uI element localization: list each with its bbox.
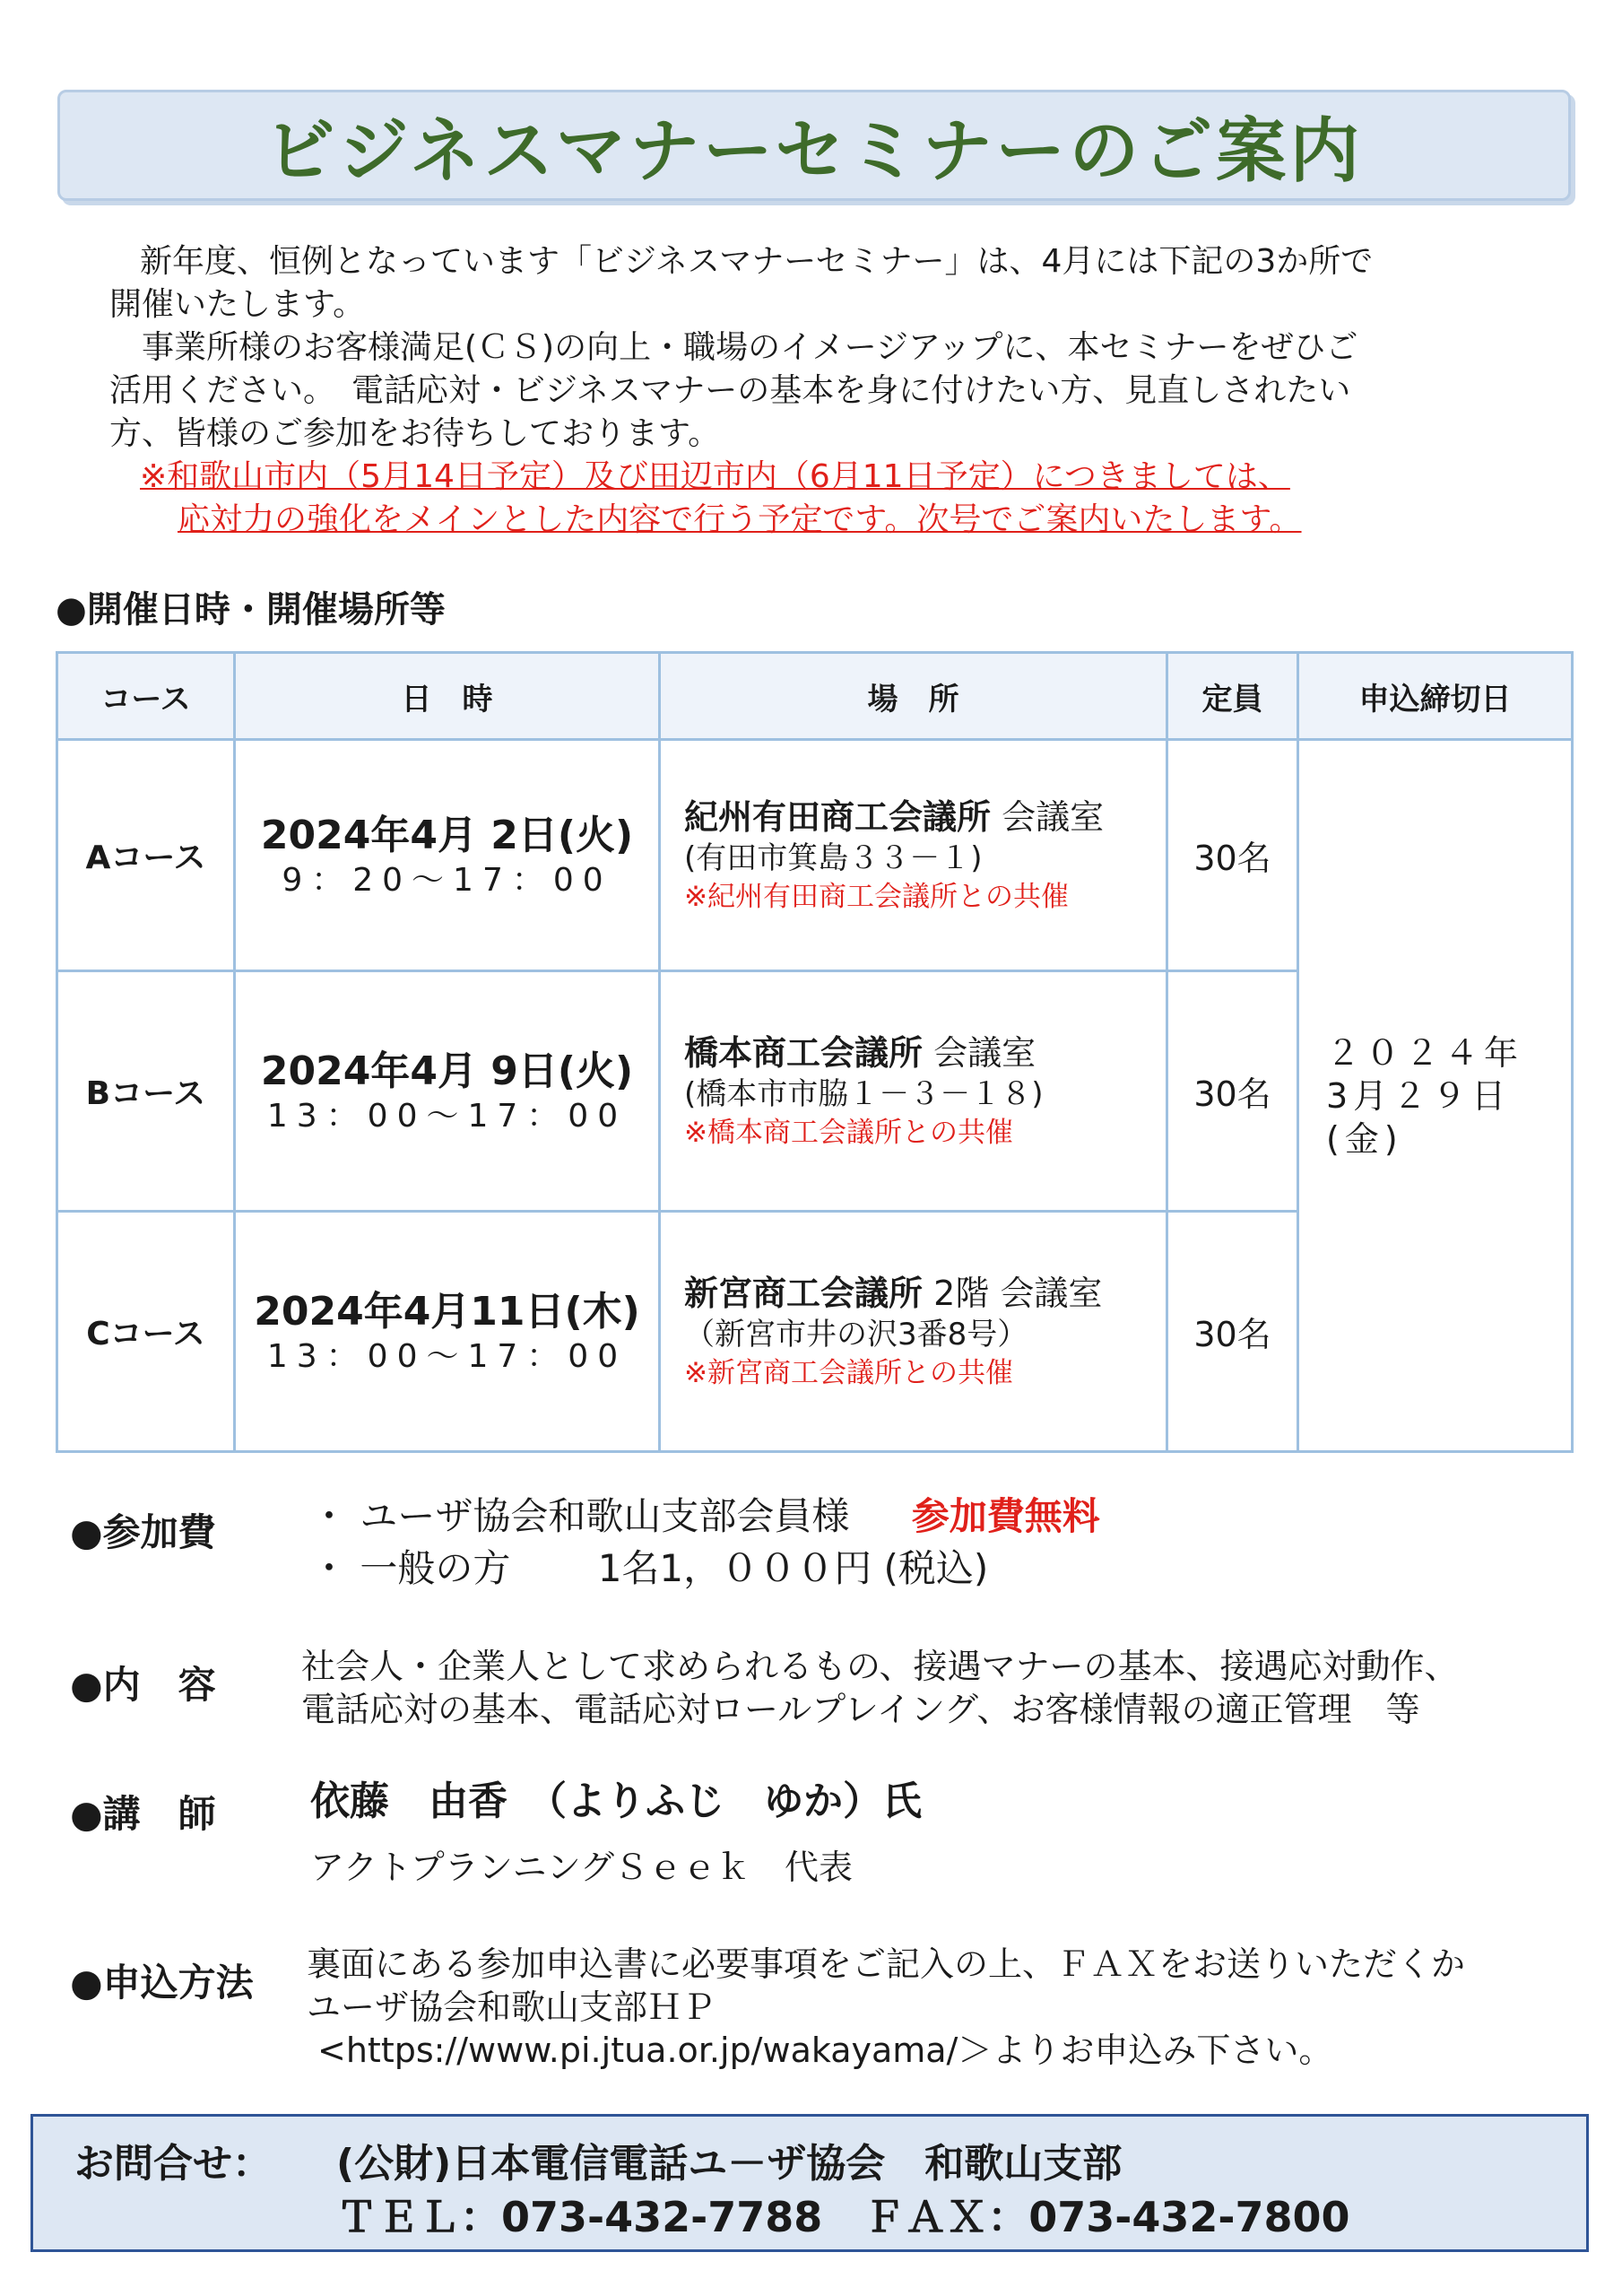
venue-address: (有田市箕島３３－１) (684, 839, 983, 876)
application-deadline (1298, 740, 1573, 1452)
page-title: ビジネスマナーセミナーのご案内 (265, 111, 1364, 192)
apply-label: ●申込方法 (70, 1961, 254, 2005)
fee-member-text: ・ ユーザ協会和歌山支部会員様 (310, 1494, 850, 1538)
apply-line: ユーザ協会和歌山支部ＨＰ (307, 1987, 716, 2027)
table-row (57, 740, 1573, 971)
column-header: 定員 (1167, 653, 1298, 740)
deadline-year: ２０２４年 (1326, 1032, 1524, 1073)
course-time: 9：20～17：00 (282, 861, 612, 899)
lecturer-label: ●講 師 (70, 1792, 216, 1836)
schedule-heading: ●開催日時・開催場所等 (56, 589, 446, 631)
course-venue (660, 1212, 1167, 1452)
intro-line: 方、皆様のご参加をお待ちしております。 (109, 415, 721, 452)
fee-member (310, 1492, 1100, 1541)
contact-label: お問合せ： (74, 2141, 272, 2187)
table-header-row (57, 653, 1573, 740)
content-line: 電話応対の基本、電話応対ロールプレイング、お客様情報の適正管理 等 (301, 1690, 1420, 1729)
course-datetime (235, 740, 660, 971)
course-time: 13：00～17：00 (266, 1097, 628, 1135)
apply-text (307, 1943, 1465, 2072)
course-datetime (235, 971, 660, 1212)
notice-line: 応対力の強化をメインとした内容で行う予定です。次号でご案内いたします。 (178, 501, 1302, 538)
contact-tel-fax: ＴＥＬ：073-432-7788 ＦＡＸ：073-432-7800 (336, 2193, 1350, 2241)
course-capacity: 30名 (1167, 1212, 1298, 1452)
fee-general: ・ 一般の方 1名1，０００円 (税込) (310, 1546, 989, 1590)
intro-line: 事業所様のお客様満足(ＣＳ)の向上・職場のイメージアップに、本セミナーをぜひご (109, 329, 1358, 366)
course-name: Bコース (57, 971, 235, 1212)
deadline-date: 3月２９日(金) (1326, 1075, 1512, 1159)
course-date: 2024年4月 2日(火) (260, 812, 634, 858)
venue-name: 紀州有田商工会議所 (684, 796, 992, 837)
intro-line: 活用ください。 電話応対・ビジネスマナーの基本を身に付けたい方、見直しされたい (109, 372, 1351, 409)
venue-address: (橋本市市脇１－３－１８) (684, 1075, 1044, 1112)
course-venue (660, 971, 1167, 1212)
venue-room: 2階 会議室 (923, 1273, 1103, 1313)
intro-line: 新年度、恒例となっています「ビジネスマナーセミナー」は、4月には下記の3か所で (108, 243, 1374, 280)
course-time: 13：00～17：00 (266, 1337, 628, 1375)
course-date: 2024年4月 9日(火) (260, 1048, 634, 1094)
cohost-note: ※橋本商工会議所との共催 (684, 1116, 1013, 1149)
title-banner (57, 90, 1571, 201)
cohost-note: ※紀州有田商工会議所との共催 (684, 880, 1069, 913)
content-text (301, 1645, 1458, 1731)
venue-address: （新宮市井の沢3番8号） (684, 1316, 1028, 1352)
contact-org: (公財)日本電信電話ユ－ザ協会 和歌山支部 (336, 2141, 1123, 2187)
venue-room: 会議室 (991, 796, 1105, 837)
venue-room: 会議室 (923, 1032, 1037, 1073)
course-capacity: 30名 (1167, 740, 1298, 971)
notice-line: ※和歌山市内（5月14日予定）及び田辺市内（6月11日予定）につきましては、 (140, 458, 1290, 495)
course-date: 2024年4月11日(木) (254, 1288, 640, 1335)
lecturer-name: 依藤 由香 （よりふじ ゆか）氏 (310, 1779, 922, 1824)
course-datetime (235, 1212, 660, 1452)
course-capacity: 30名 (1167, 971, 1298, 1212)
column-header: コース (57, 653, 235, 740)
cohost-note: ※新宮商工会議所との共催 (684, 1356, 1013, 1389)
fee-label: ●参加費 (70, 1510, 216, 1554)
content-line: 社会人・企業人として求められるもの、接遇マナーの基本、接遇応対動作、 (301, 1647, 1459, 1686)
course-name: Aコース (57, 740, 235, 971)
intro-line: 開催いたします。 (109, 286, 366, 323)
venue-name: 橋本商工会議所 (684, 1032, 924, 1073)
schedule-table (56, 651, 1574, 1453)
column-header: 日 時 (235, 653, 660, 740)
column-header: 申込締切日 (1298, 653, 1573, 740)
apply-url-line: <https://www.pi.jtua.or.jp/wakayama/＞よりお申込み下さい。 (317, 2031, 1333, 2070)
contact-box (30, 2114, 1589, 2252)
course-name: Cコース (57, 1212, 235, 1452)
intro-paragraph (109, 240, 1373, 542)
apply-line: 裏面にある参加申込書に必要事項をご記入の上、ＦＡＸをお送りいただくか (307, 1944, 1466, 1984)
column-header: 場 所 (660, 653, 1167, 740)
content-label: ●内 容 (70, 1663, 216, 1707)
fee-member-free: 参加費無料 (911, 1494, 1100, 1538)
lecturer-affiliation: アクトプランニングＳｅｅｋ 代表 (310, 1848, 853, 1887)
course-venue (660, 740, 1167, 971)
venue-name: 新宮商工会議所 (684, 1273, 924, 1313)
